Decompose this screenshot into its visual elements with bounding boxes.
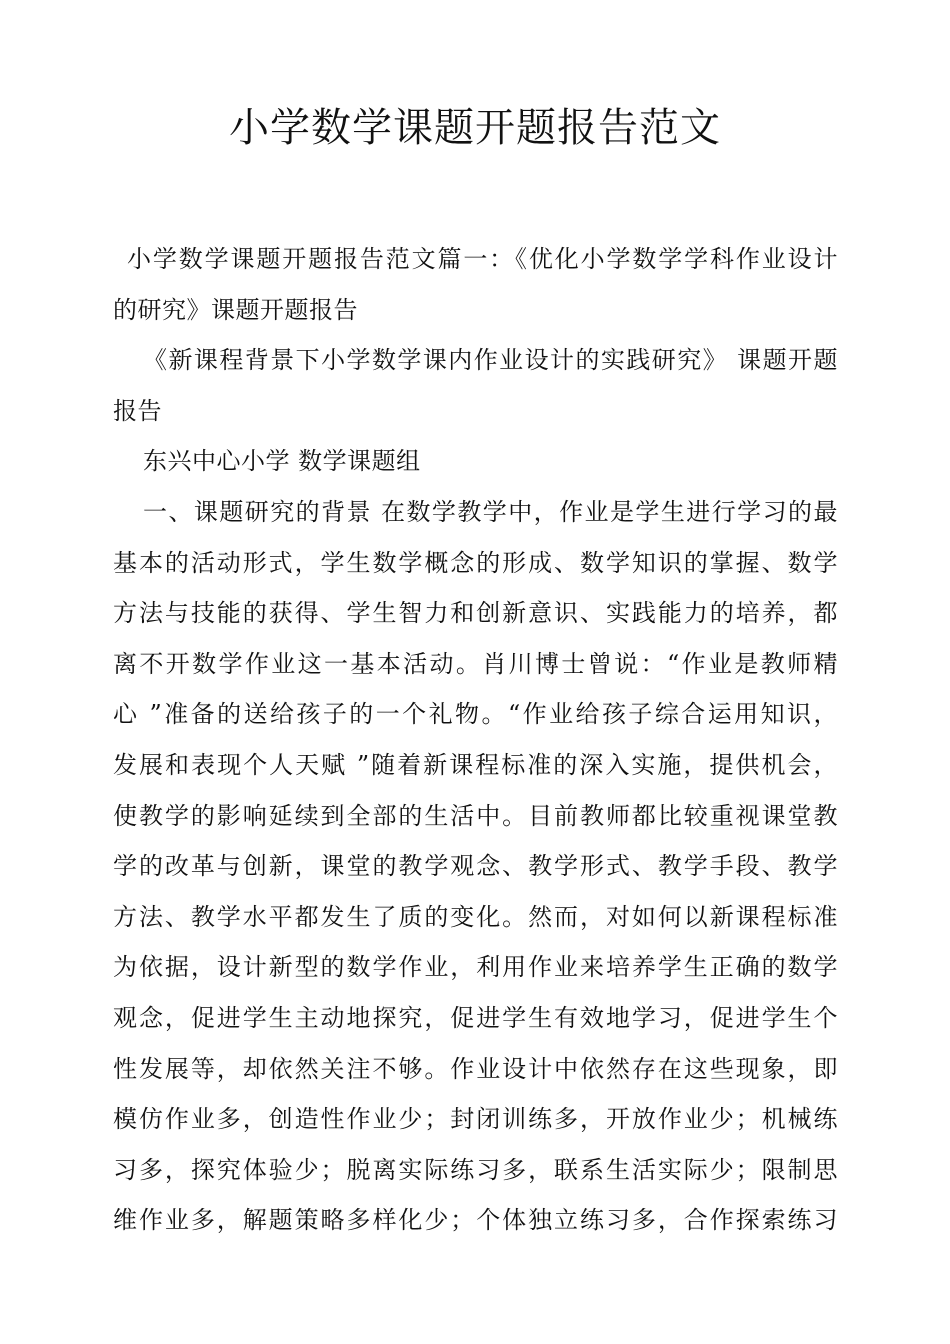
paragraph-line: 观念，促进学生主动地探究，促进学生有效地学习，促进学生个 <box>113 1003 838 1032</box>
paragraph-line: 《新课程背景下小学数学课内作业设计的实践研究》 课题开题 <box>143 346 838 375</box>
document-title: 小学数学课题开题报告范文 <box>229 105 721 151</box>
paragraph-line: 为依据，设计新型的数学作业，利用作业来培养学生正确的数学 <box>113 953 838 982</box>
paragraph-line: 方法与技能的获得、学生智力和创新意识、实践能力的培养，都 <box>113 599 838 628</box>
paragraph-line: 基本的活动形式，学生数学概念的形成、数学知识的掌握、数学 <box>113 548 838 577</box>
paragraph-line: 方法、教学水平都发生了质的变化。然而，对如何以新课程标准 <box>113 902 838 931</box>
paragraph-line: 小学数学课题开题报告范文篇一：《优化小学数学学科作业设计 <box>127 245 838 273</box>
paragraph-line: 东兴中心小学 数学课题组 <box>143 447 421 476</box>
document-body <box>113 234 838 1246</box>
paragraph-line: 的研究》课题开题报告 <box>113 295 358 324</box>
paragraph-line: 维作业多，解题策略多样化少；个体独立练习多，合作探索练习 <box>113 1206 838 1235</box>
paragraph-line: 性发展等，却依然关注不够。作业设计中依然存在这些现象，即 <box>113 1054 838 1083</box>
paragraph-line: 模仿作业多，创造性作业少；封闭训练多，开放作业少；机械练 <box>113 1105 838 1134</box>
paragraph-line: 离不开数学作业这一基本活动。肖川博士曾说：“作业是教师精 <box>113 649 838 678</box>
paragraph-line: 报告 <box>113 396 162 425</box>
paragraph-line: 学的改革与创新，课堂的教学观念、教学形式、教学手段、教学 <box>113 852 838 881</box>
paragraph-line: 一、课题研究的背景 在数学教学中，作业是学生进行学习的最 <box>143 497 838 526</box>
paragraph-line: 心 ”准备的送给孩子的一个礼物。“作业给孩子综合运用知识， <box>113 700 838 729</box>
paragraph-line: 发展和表现个人天赋 ”随着新课程标准的深入实施，提供机会， <box>113 750 838 779</box>
paragraph-line: 习多，探究体验少；脱离实际练习多，联系生活实际少；限制思 <box>113 1155 838 1184</box>
paragraph-line: 使教学的影响延续到全部的生活中。目前教师都比较重视课堂教 <box>113 801 838 830</box>
